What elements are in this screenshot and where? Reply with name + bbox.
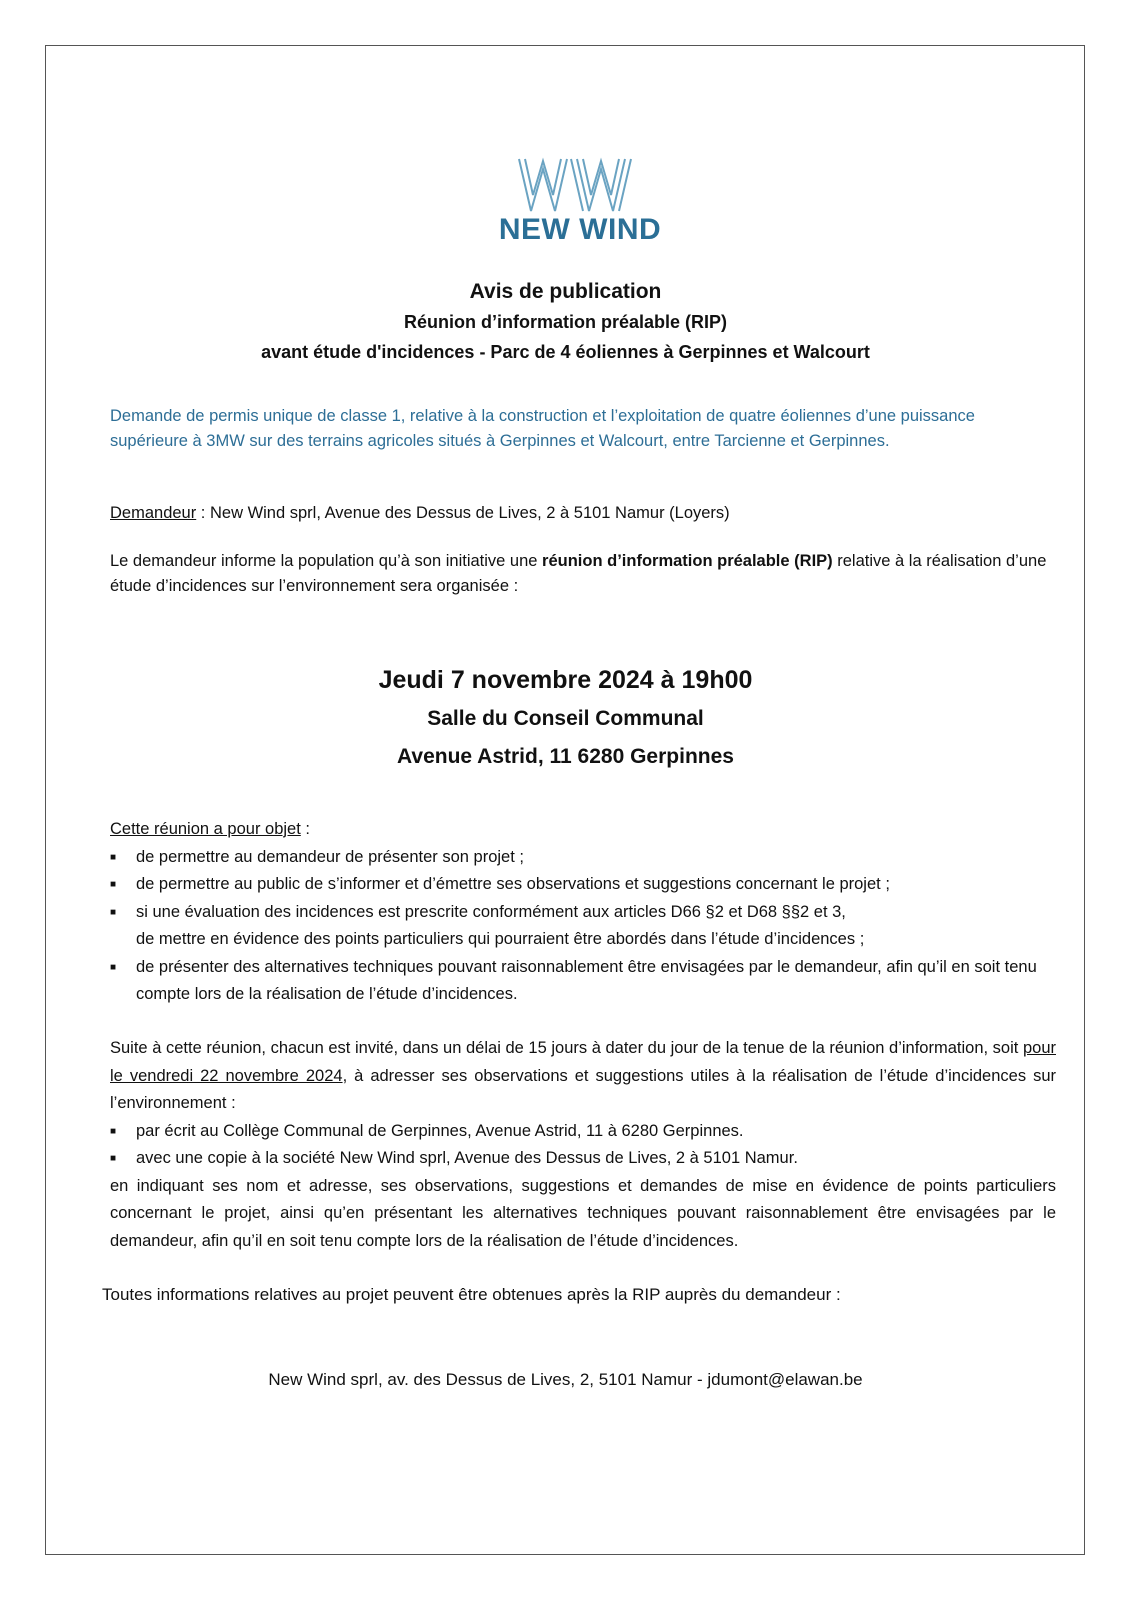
list-item-line: de mettre en évidence des points particuliers qui pourraient être abordés dans l’étude d’incidences ; xyxy=(136,930,865,948)
applicant-label: Demandeur xyxy=(110,504,197,522)
event-block xyxy=(0,660,1131,776)
intro-paragraph: Demande de permis unique de classe 1, relative à la construction et l’exploitation de quatre éoliennes d’une puissance supérieure à 3MW sur des terrains agricoles situés à Gerpinnes et Walcourt, entre Tarcienne et Gerpinnes. xyxy=(110,407,975,450)
purpose-label: Cette réunion a pour objet xyxy=(110,820,301,838)
list-item xyxy=(110,899,1056,954)
page-title: Avis de publication xyxy=(469,280,662,303)
followup-section xyxy=(110,1035,1056,1255)
list-item: ■ de présenter des alternatives techniques pouvant raisonnablement être envisagées par le demandeur, afin qu’il en soit tenu compte lors de la réalisation de l’étude d’incidences. xyxy=(110,954,1056,1009)
inform-bold: réunion d’information préalable (RIP) xyxy=(542,552,833,570)
page-border xyxy=(45,45,1085,1555)
deadline-date: pour le vendredi 22 novembre 2024 xyxy=(110,1039,1056,1085)
applicant-line xyxy=(110,501,1056,526)
list-item: ■ par écrit au Collège Communal de Gerpinnes, Avenue Astrid, 11 à 6280 Gerpinnes. xyxy=(110,1118,1056,1146)
followup-after: , à adresser ses observations et suggestions utiles à la réalisation de l’étude d’incidences sur l’environnement : xyxy=(110,1066,1056,1112)
subtitle-project: avant étude d'incidences - Parc de 4 éoliennes à Gerpinnes et Walcourt xyxy=(261,342,870,362)
list-item: ■ de permettre au public de s’informer et d’émettre ses observations et suggestions concernant le projet ; xyxy=(110,871,1056,899)
event-venue: Salle du Conseil Communal xyxy=(427,707,704,730)
header xyxy=(0,277,1131,367)
followup-before: Suite à cette réunion, chacun est invité, dans un délai de 15 jours à dater du jour de la tenue de la réunion d’information, soit xyxy=(110,1039,1023,1057)
purpose-section xyxy=(110,816,1056,1009)
inform-after: relative à la réalisation d’une étude d’incidences sur l’environnement sera organisée : xyxy=(110,552,1047,595)
list-item: ■ de permettre au demandeur de présenter son projet ; xyxy=(110,844,1056,872)
company-logo xyxy=(490,155,670,250)
list-item-line: si une évaluation des incidences est prescrite conformément aux articles D66 §2 et D68 §§2 et 3, xyxy=(136,902,846,921)
list-item: ■ avec une copie à la société New Wind sprl, Avenue des Dessus de Lives, 2 à 5101 Namur. xyxy=(110,1145,1056,1173)
inform-paragraph xyxy=(110,549,1056,598)
inform-before: Le demandeur informe la population qu’à son initiative une xyxy=(110,552,543,570)
followup-closing: en indiquant ses nom et adresse, ses observations, suggestions et demandes de mise en évidence de points particuliers concernant le projet, ainsi qu’en présentant les alternatives techniques pouvant raisonnablement être envisagées par le demandeur, afin qu’il en soit tenu compte lors de la réalisation de l’étude d’incidences. xyxy=(110,1176,1056,1250)
contact-line: New Wind sprl, av. des Dessus de Lives, 2, 5101 Namur - jdumont@elawan.be xyxy=(268,1370,863,1389)
subtitle-rip: Réunion d’information préalable (RIP) xyxy=(403,312,727,332)
info-line: Toutes informations relatives au projet peuvent être obtenues après la RIP auprès du demandeur : xyxy=(102,1285,841,1304)
applicant-text: : New Wind sprl, Avenue des Dessus de Lives, 2 à 5101 Namur (Loyers) xyxy=(196,504,730,522)
event-date: Jeudi 7 novembre 2024 à 19h00 xyxy=(378,666,753,694)
ww-logo-icon xyxy=(515,155,645,215)
purpose-list xyxy=(110,844,1056,1009)
purpose-suffix: : xyxy=(300,820,310,838)
logo-wordmark: NEW WIND xyxy=(498,213,662,246)
followup-list xyxy=(110,1118,1056,1173)
event-address: Avenue Astrid, 11 6280 Gerpinnes xyxy=(397,745,734,768)
followup-paragraph xyxy=(110,1035,1056,1118)
